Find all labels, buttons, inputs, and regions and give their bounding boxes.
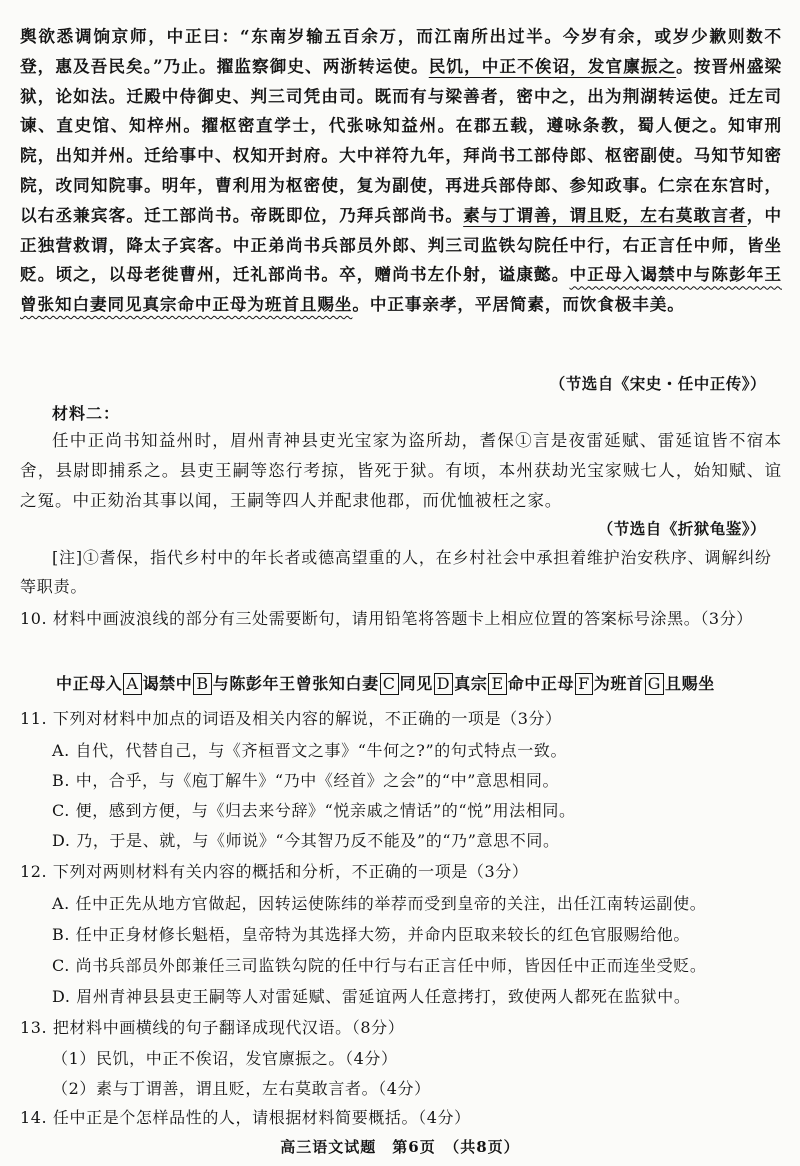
question-10-sentence <box>56 671 715 695</box>
answer-box-b[interactable]: B <box>193 673 211 695</box>
wavy-underlined-passage: 中正母入谒禁中与陈彭年王曾张知白妻同见真宗命中正母为班首且赐坐 <box>20 264 782 315</box>
question-12-option-d[interactable]: D. 眉州青神县县吏王嗣等人对雷延赋、雷延谊两人任意拷打，致使两人都死在监狱中。 <box>52 987 691 1006</box>
question-11-stem: 11. 下列对材料中加点的词语及相关内容的解说，不正确的一项是（3分） <box>20 709 562 728</box>
question-11-option-b[interactable]: B. 中，合乎，与《庖丁解牛》“乃中《经首》之会”的“中”意思相同。 <box>52 771 560 790</box>
segment: 同见 <box>399 674 433 693</box>
answer-box-f[interactable]: F <box>575 673 593 695</box>
segment: 谒禁中 <box>142 674 193 693</box>
segment: 命中正母 <box>507 674 575 693</box>
material1-text-4: 。中正事亲孝，平居简素，而饮食极丰美。 <box>352 294 685 315</box>
answer-box-a[interactable]: A <box>123 673 141 695</box>
question-13-item-2: （2）素与丁谓善，谓且贬，左右莫敢言者。（4分） <box>52 1079 431 1098</box>
underlined-sentence-2: 素与丁谓善，谓且贬，左右莫敢言者 <box>463 204 747 225</box>
segment: 真宗 <box>454 674 488 693</box>
material2-passage: 任中正尚书知益州时，眉州青神县吏光宝家为盗所劫，耆保①言是夜雷延赋、雷延谊皆不宿本舍，县尉即捕系之。县吏王嗣等恣行考掠，皆死于狱。有顷，本州获劫光宝家贼七人，始知赋、谊之冤。中正劾治其事以闻，王嗣等四人并配隶他郡，而优恤被枉之家。 <box>20 431 782 510</box>
underlined-sentence-1: 民饥，中正不俟诏，发官廪振之 <box>428 55 677 76</box>
question-13-stem: 13. 把材料中画横线的句子翻译成现代汉语。（8分） <box>20 1018 405 1037</box>
segment: 中正母入 <box>56 674 123 693</box>
material2-source: （节选自《折狱龟鉴》） <box>597 519 766 538</box>
segment: 为班首 <box>593 674 644 693</box>
question-11-option-a[interactable]: A. 自代，代替自己，与《齐桓晋文之事》“牛何之?”的句式特点一致。 <box>52 741 568 760</box>
material1-text-1: 舆欲悉调饷京师，中正曰：“东南岁输五百余万，而江南所出过半。今岁有余，或岁少歉则数不登，惠及吾民矣。”乃止。擢监察御史、两浙转运使。 <box>20 26 782 76</box>
question-12-option-a[interactable]: A. 任中正先从地方官做起，因转运使陈纬的举荐而受到皇帝的关注，出任江南转运副使。 <box>52 894 707 913</box>
answer-box-c[interactable]: C <box>380 673 399 695</box>
question-14-stem: 14. 任中正是个怎样品性的人，请根据材料简要概括。（4分） <box>20 1108 471 1127</box>
question-12-option-b[interactable]: B. 任中正身材修长魁梧，皇帝特为其选择大笏，并命内臣取来较长的红色官服赐给他。 <box>52 925 690 944</box>
answer-box-g[interactable]: G <box>645 673 664 695</box>
segment: 且赐坐 <box>665 674 715 693</box>
material1-text-2: 。按晋州盛梁狱，论如法。迁殿中侍御史、判三司凭由司。既而有与梁善者，密中之，出为荆湖转运使。迁左司谏、直史馆、知梓州。擢枢密直学士，代张咏知益州。在郡五载，遵咏条教，蜀人便之。知审刑院，出知并州。迁给事中、权知开封府。大中祥符九年，拜尚书工部侍郎、枢密副使。马知节知密院，改同知院事。明年，曹利用为枢密使，复为副使，再进兵部侍郎、参知政事。仁宗在东宫时，以右丞兼宾客。迁工部尚书。帝既即位，乃拜兵部尚书。 <box>20 55 782 225</box>
question-10-stem: 10. 材料中画波浪线的部分有三处需要断句，请用铅笔将答题卡上相应位置的答案标号涂黑。（3分） <box>20 609 753 628</box>
footnote: [注]①耆保，指代乡村中的年长者或德高望重的人，在乡村社会中承担着维护治安秩序、调解纠纷等职责。 <box>20 548 772 596</box>
page-footer: 高三语文试题 第6页 （共8页） <box>280 1138 520 1156</box>
answer-box-d[interactable]: D <box>434 673 453 695</box>
answer-box-e[interactable]: E <box>488 673 506 695</box>
material1-passage <box>20 22 782 320</box>
material1-text-3: ，中正独营救谓，降太子宾客。中正弟尚书兵部员外郎、判三司监铁勾院任中行，右正言任中师，皆坐贬。顷之，以母老徙曹州，迁礼部尚书。卒，赠尚书左仆射，谥康懿。 <box>20 204 783 285</box>
material2-heading: 材料二： <box>52 404 121 423</box>
question-12-stem: 12. 下列对两则材料有关内容的概括和分析，不正确的一项是（3分） <box>20 862 529 881</box>
question-13-item-1: （1）民饥，中正不俟诏，发官廪振之。（4分） <box>52 1049 398 1068</box>
question-11-option-c[interactable]: C. 便，感到方便，与《归去来兮辞》“悦亲戚之情话”的“悦”用法相同。 <box>52 801 576 820</box>
question-11-option-d[interactable]: D. 乃，于是、就，与《师说》“今其智乃反不能及”的“乃”意思不同。 <box>52 831 560 850</box>
material1-source: （节选自《宋史・任中正传》） <box>549 374 766 393</box>
segment: 与陈彭年王曾张知白妻 <box>212 674 379 693</box>
question-12-option-c[interactable]: C. 尚书兵部员外郎兼任三司监铁勾院的任中行与右正言任中师，皆因任中正而连坐受贬。 <box>52 956 707 975</box>
